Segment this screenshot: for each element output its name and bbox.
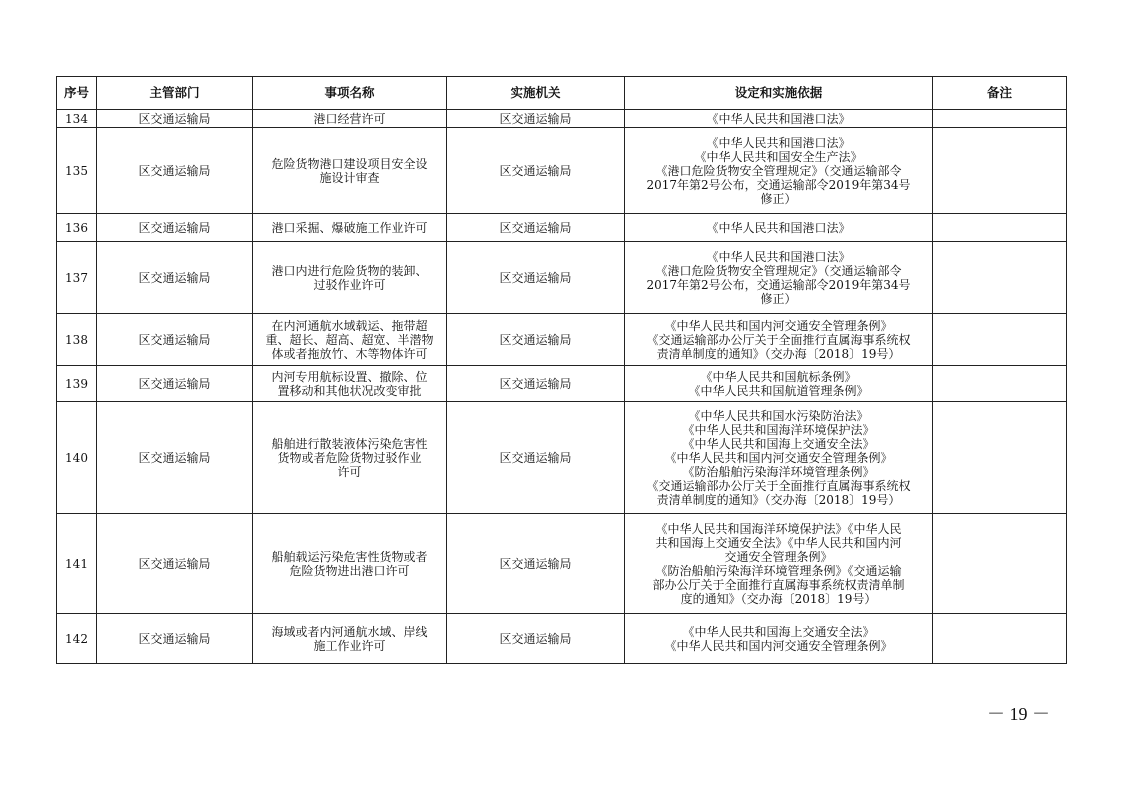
table-row (57, 242, 1067, 314)
cell-basis: 《中华人民共和国海洋环境保护法》《中华人民 共和国海上交通安全法》《中华人民共和国内河 交通安全管理条例》 《防治船舶污染海洋环境管理条例》《交通运输 部办公厅关于全面推行直属海事系统权责清单制 度的通知》（交办海〔2018〕19号） (625, 514, 933, 614)
cell-item-name: 在内河通航水域载运、拖带超 重、超长、超高、超宽、半潜物 体或者拖放竹、木等物体许可 (253, 314, 447, 366)
header-department: 主管部门 (97, 77, 253, 110)
cell-basis: 《中华人民共和国港口法》 《港口危险货物安全管理规定》（交通运输部令 2017年第2号公布，交通运输部令2019年第34号 修正） (625, 242, 933, 314)
header-agency: 实施机关 (447, 77, 625, 110)
cell-agency: 区交通运输局 (447, 314, 625, 366)
cell-department: 区交通运输局 (97, 366, 253, 402)
cell-basis: 《中华人民共和国内河交通安全管理条例》 《交通运输部办公厅关于全面推行直属海事系统权 责清单制度的通知》（交办海〔2018〕19号） (625, 314, 933, 366)
header-serial-number: 序号 (57, 77, 97, 110)
cell-department: 区交通运输局 (97, 110, 253, 128)
header-remarks: 备注 (933, 77, 1067, 110)
cell-basis: 《中华人民共和国港口法》 (625, 214, 933, 242)
page-number: － 19 － (987, 704, 1050, 724)
cell-serial-number: 140 (57, 402, 97, 514)
cell-serial-number: 139 (57, 366, 97, 402)
authority-list-table (56, 76, 1067, 664)
cell-remarks (933, 402, 1067, 514)
cell-serial-number: 135 (57, 128, 97, 214)
cell-agency: 区交通运输局 (447, 128, 625, 214)
cell-agency: 区交通运输局 (447, 402, 625, 514)
table-row (57, 128, 1067, 214)
table-row (57, 366, 1067, 402)
header-item-name: 事项名称 (253, 77, 447, 110)
cell-item-name: 港口采掘、爆破施工作业许可 (253, 214, 447, 242)
cell-agency: 区交通运输局 (447, 110, 625, 128)
cell-agency: 区交通运输局 (447, 614, 625, 664)
cell-basis: 《中华人民共和国港口法》 (625, 110, 933, 128)
cell-item-name: 内河专用航标设置、撤除、位 置移动和其他状况改变审批 (253, 366, 447, 402)
cell-agency: 区交通运输局 (447, 214, 625, 242)
table-row (57, 214, 1067, 242)
cell-item-name: 船舶载运污染危害性货物或者 危险货物进出港口许可 (253, 514, 447, 614)
cell-remarks (933, 128, 1067, 214)
table-row (57, 614, 1067, 664)
cell-basis: 《中华人民共和国港口法》 《中华人民共和国安全生产法》 《港口危险货物安全管理规定》（交通运输部令 2017年第2号公布，交通运输部令2019年第34号 修正） (625, 128, 933, 214)
table-row (57, 110, 1067, 128)
table-row (57, 402, 1067, 514)
cell-remarks (933, 242, 1067, 314)
table-row (57, 314, 1067, 366)
header-row (57, 77, 1067, 110)
cell-basis: 《中华人民共和国海上交通安全法》 《中华人民共和国内河交通安全管理条例》 (625, 614, 933, 664)
cell-department: 区交通运输局 (97, 614, 253, 664)
cell-serial-number: 138 (57, 314, 97, 366)
cell-department: 区交通运输局 (97, 242, 253, 314)
table-row (57, 514, 1067, 614)
cell-remarks (933, 110, 1067, 128)
cell-serial-number: 141 (57, 514, 97, 614)
cell-department: 区交通运输局 (97, 314, 253, 366)
cell-item-name: 港口内进行危险货物的装卸、 过驳作业许可 (253, 242, 447, 314)
cell-basis: 《中华人民共和国水污染防治法》 《中华人民共和国海洋环境保护法》 《中华人民共和国海上交通安全法》 《中华人民共和国内河交通安全管理条例》 《防治船舶污染海洋环境管理条例》 《交通运输部办公厅关于全面推行直属海事系统权 责清单制度的通知》（交办海〔2018〕19号） (625, 402, 933, 514)
cell-agency: 区交通运输局 (447, 242, 625, 314)
cell-remarks (933, 366, 1067, 402)
cell-department: 区交通运输局 (97, 514, 253, 614)
cell-remarks (933, 314, 1067, 366)
cell-item-name: 危险货物港口建设项目安全设 施设计审查 (253, 128, 447, 214)
cell-basis: 《中华人民共和国航标条例》 《中华人民共和国航道管理条例》 (625, 366, 933, 402)
cell-item-name: 港口经营许可 (253, 110, 447, 128)
cell-agency: 区交通运输局 (447, 514, 625, 614)
cell-serial-number: 142 (57, 614, 97, 664)
cell-remarks (933, 514, 1067, 614)
header-basis: 设定和实施依据 (625, 77, 933, 110)
cell-department: 区交通运输局 (97, 214, 253, 242)
cell-department: 区交通运输局 (97, 402, 253, 514)
cell-department: 区交通运输局 (97, 128, 253, 214)
cell-item-name: 船舶进行散装液体污染危害性 货物或者危险货物过驳作业 许可 (253, 402, 447, 514)
cell-serial-number: 134 (57, 110, 97, 128)
cell-remarks (933, 614, 1067, 664)
cell-serial-number: 137 (57, 242, 97, 314)
cell-serial-number: 136 (57, 214, 97, 242)
cell-item-name: 海域或者内河通航水域、岸线 施工作业许可 (253, 614, 447, 664)
cell-agency: 区交通运输局 (447, 366, 625, 402)
cell-remarks (933, 214, 1067, 242)
